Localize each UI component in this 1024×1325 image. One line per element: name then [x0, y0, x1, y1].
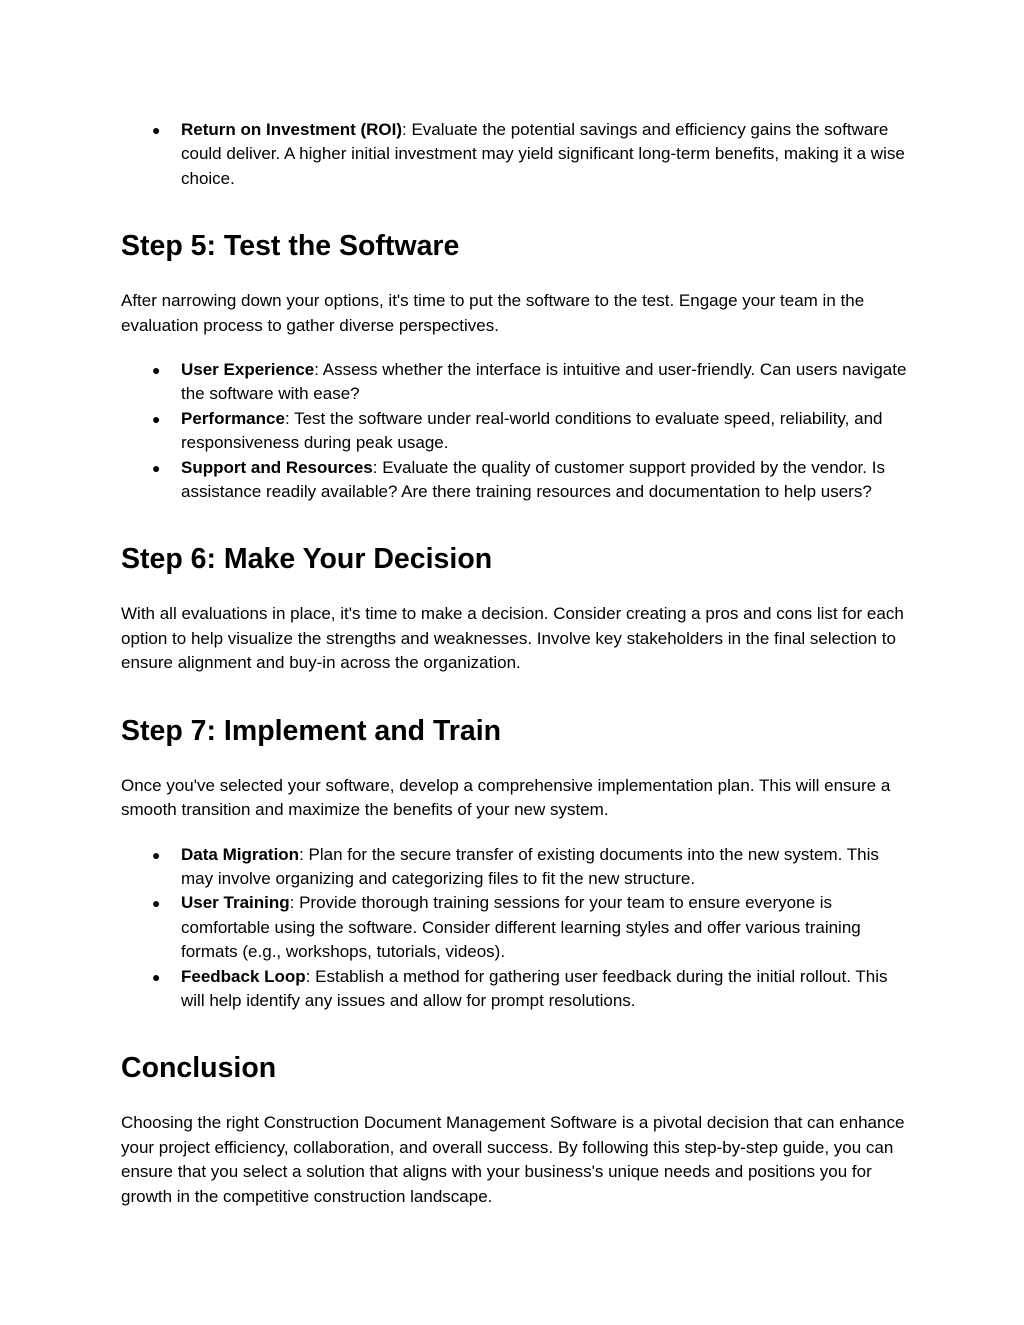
list-item [181, 843, 911, 892]
bullet-text: : Provide thorough training sessions for your team to ensure everyone is comfortable using the software. Consider different learning styles and offer various training formats (e.g., workshops, tutorials, videos). [181, 893, 861, 962]
roi-bullet-list [181, 118, 911, 191]
conclusion-body: Choosing the right Construction Document Management Software is a pivotal decision that can enhance your project efficiency, collaboration, and overall success. By following this step-by-step guide, you can ensure that you select a solution that aligns with your business's unique needs and positions you for growth in the competitive construction landscape. [121, 1113, 905, 1206]
step7-heading: Step 7: Implement and Train [121, 714, 502, 747]
bullet-term: Performance [181, 408, 285, 428]
bullet-text: : Establish a method for gathering user feedback during the initial rollout. This will help identify any issues and allow for prompt resolutions. [181, 966, 888, 1010]
list-item [181, 118, 911, 191]
bullet-text: : Assess whether the interface is intuitive and user-friendly. Can users navigate the software with ease? [181, 360, 907, 404]
conclusion-heading: Conclusion [121, 1052, 277, 1085]
step5-intro: After narrowing down your options, it's time to put the software to the test. Engage your team in the evaluation process to gather diverse perspectives. [121, 291, 865, 335]
bullet-text: : Evaluate the quality of customer support provided by the vendor. Is assistance readily available? Are there training resources and documentation to help users? [181, 457, 885, 502]
bullet-term: Data Migration [181, 844, 300, 864]
list-item [181, 965, 911, 1014]
step7-intro: Once you've selected your software, develop a comprehensive implementation plan. This will ensure a smooth transition and maximize the benefits of your new system. [121, 775, 891, 820]
step7-bullet-list [181, 843, 911, 1014]
list-item [181, 456, 911, 505]
bullet-term: Return on Investment (ROI) [181, 120, 403, 139]
step5-bullet-list [181, 358, 911, 504]
bullet-term: User Training [181, 893, 290, 913]
list-item [181, 407, 911, 456]
document-page [121, 118, 911, 1209]
step6-heading: Step 6: Make Your Decision [121, 543, 493, 576]
bullet-term: Feedback Loop [181, 966, 306, 986]
bullet-text: : Evaluate the potential savings and efficiency gains the software could deliver. A higher initial investment may yield significant long-term benefits, making it a wise choice. [181, 120, 905, 188]
step5-heading: Step 5: Test the Software [121, 230, 460, 263]
bullet-term: Support and Resources [181, 457, 373, 477]
step6-body: With all evaluations in place, it's time to make a decision. Consider creating a pros and cons list for each option to help visualize the strengths and weaknesses. Involve key stakeholders in the final selection to ensure alignment and buy-in across the organization. [121, 604, 904, 673]
list-item [181, 358, 911, 407]
list-item [181, 891, 911, 964]
bullet-text: : Test the software under real-world conditions to evaluate speed, reliability, and responsiveness during peak usage. [181, 408, 883, 453]
bullet-term: User Experience [181, 360, 315, 380]
bullet-text: : Plan for the secure transfer of existing documents into the new system. This may involve organizing and categorizing files to fit the new structure. [181, 844, 879, 888]
